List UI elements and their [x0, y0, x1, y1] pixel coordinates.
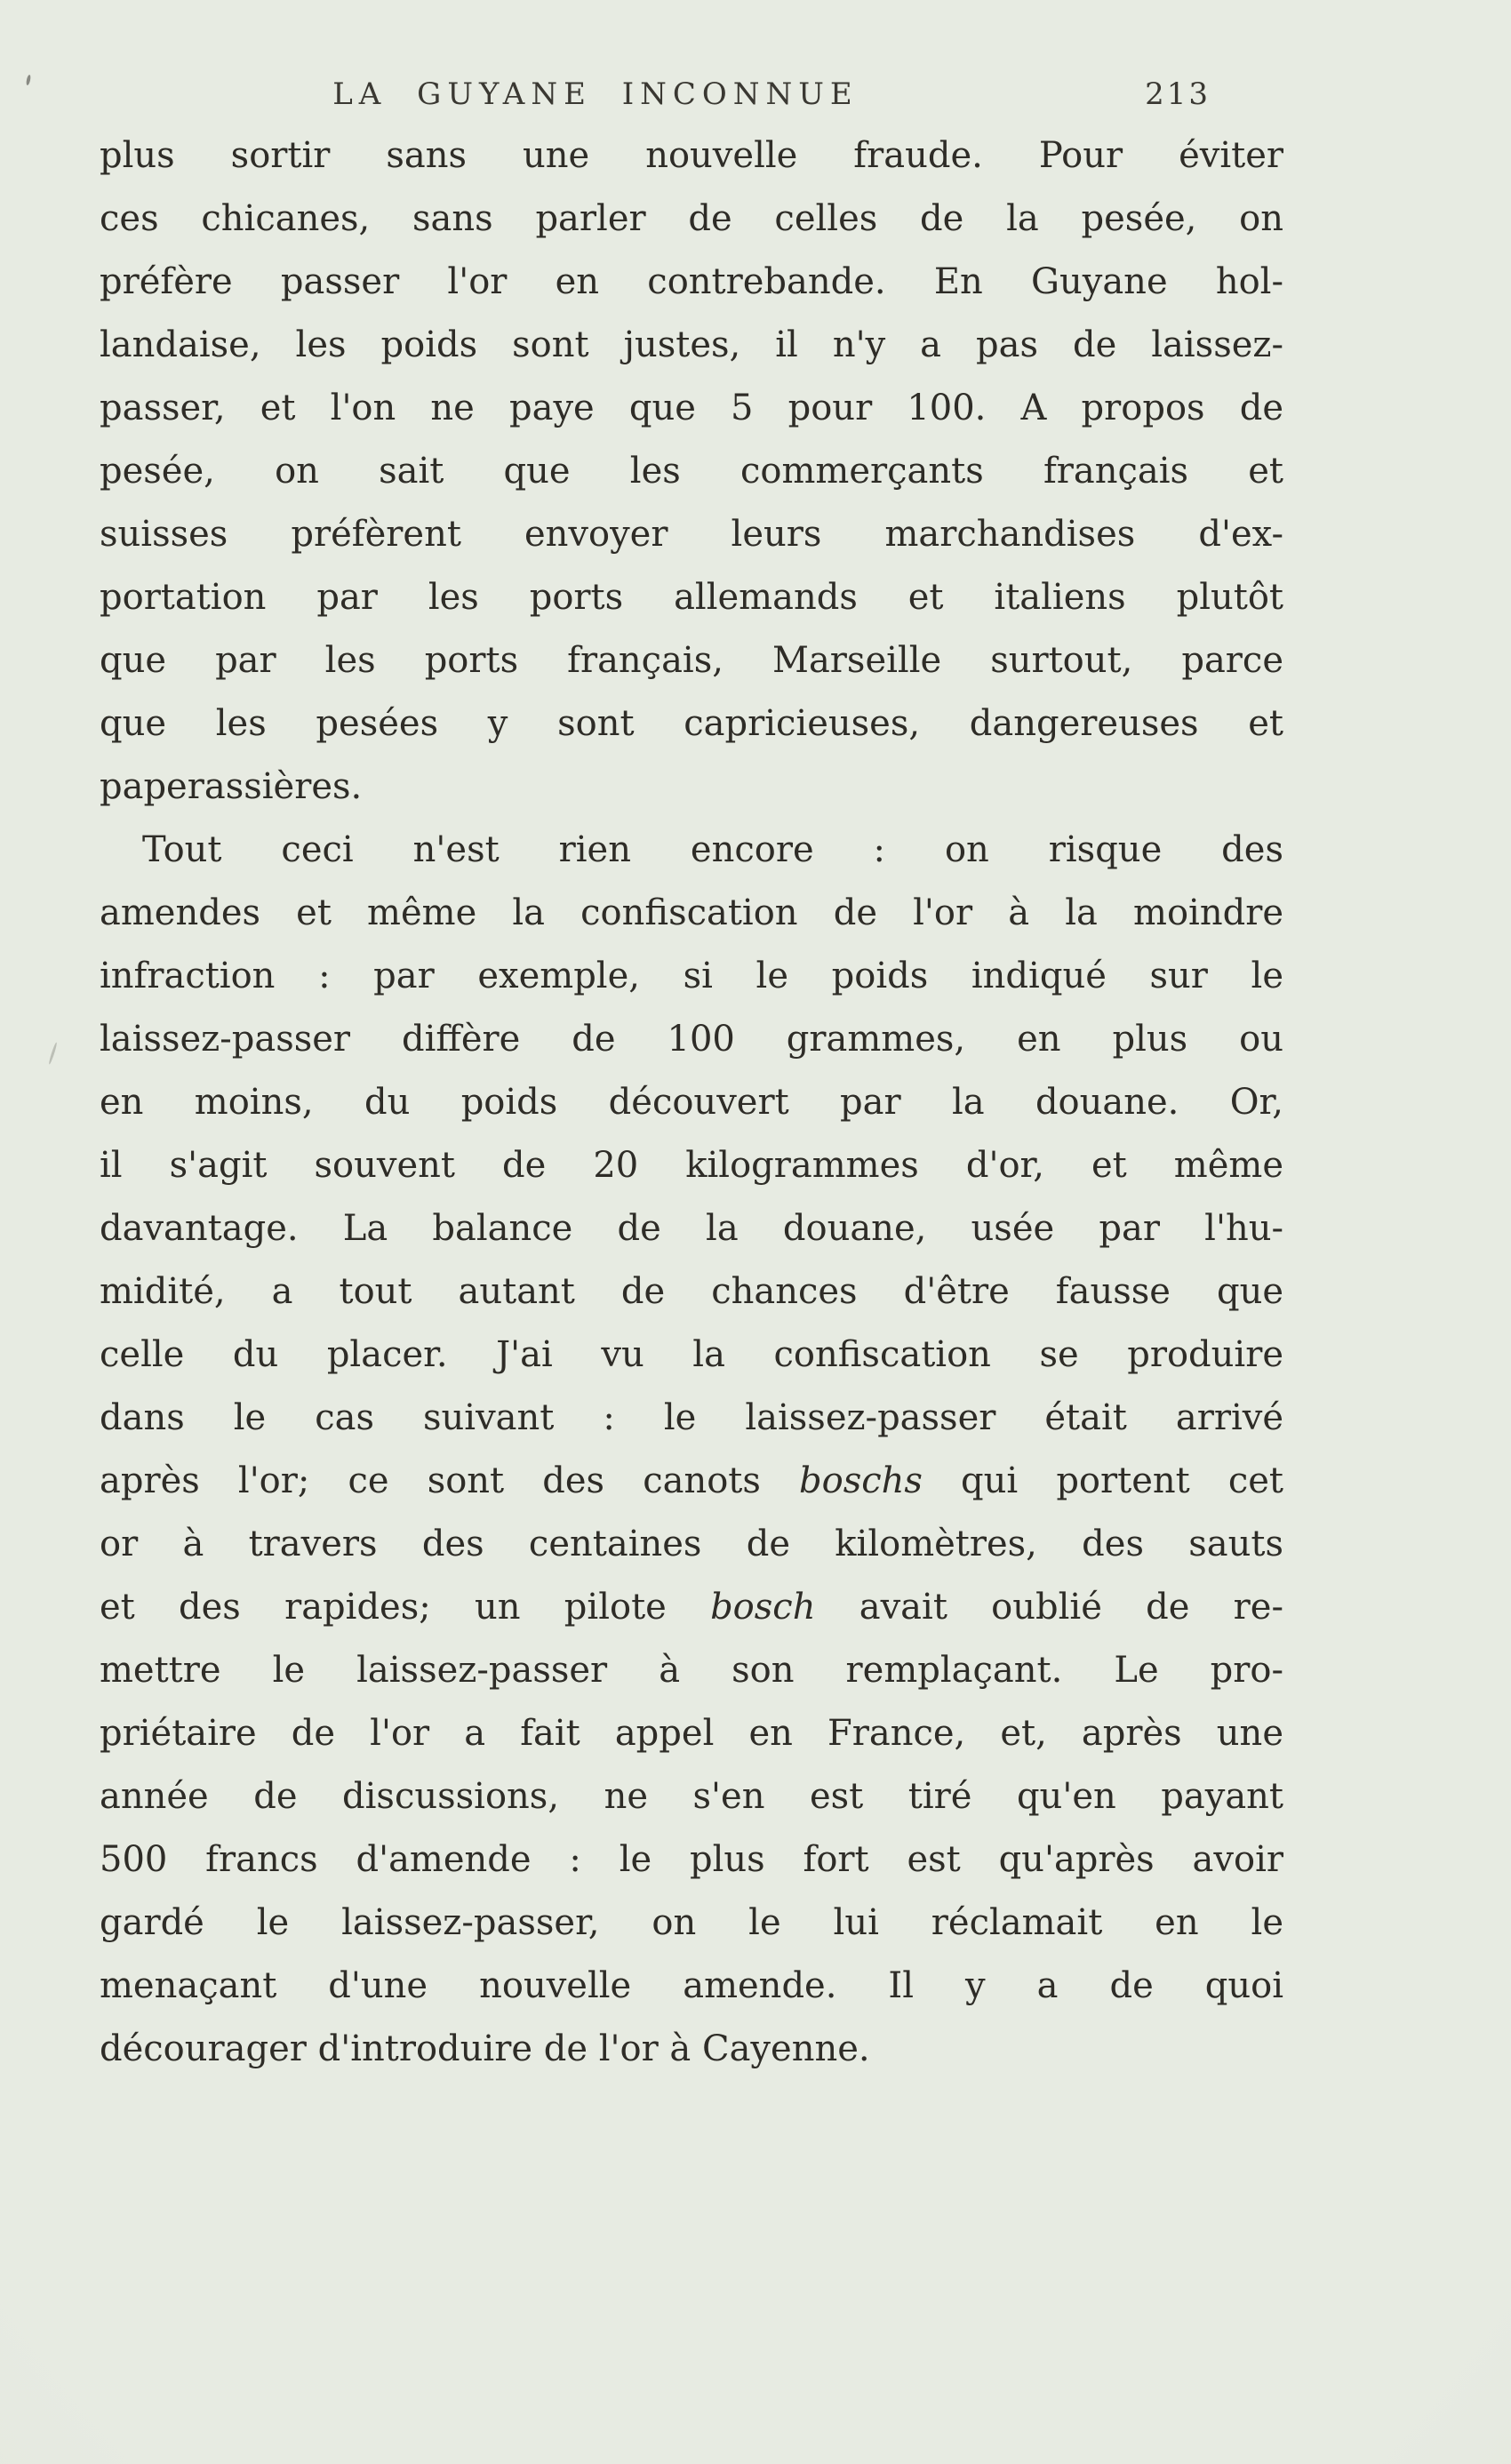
text-line: 500 francs d'amende : le plus fort est qu'après avoir [100, 1839, 1283, 1880]
text-line: passer, et l'on ne paye que 5 pour 100. A propos de [100, 388, 1283, 428]
text-line: préfère passer l'or en contrebande. En Guyane hol- [100, 261, 1283, 302]
text-line: pesée, on sait que les commerçants français et [100, 451, 1283, 492]
page-body [100, 124, 1283, 2081]
text-line: ces chicanes, sans parler de celles de la pesée, on [100, 198, 1283, 239]
text-line: portation par les ports allemands et italiens plutôt [100, 577, 1283, 618]
text-line: dans le cas suivant : le laissez-passer était arrivé [100, 1397, 1283, 1438]
text-line: plus sortir sans une nouvelle fraude. Pour éviter [100, 135, 1283, 176]
text-line: suisses préfèrent envoyer leurs marchandises d'ex- [100, 514, 1283, 555]
text-line: et des rapides; un pilote bosch avait oublié de re- [100, 1587, 1283, 1628]
text-line: infraction : par exemple, si le poids indiqué sur le [100, 956, 1283, 996]
paragraph [100, 819, 1283, 2081]
text-line: laissez-passer diffère de 100 grammes, en plus ou [100, 1019, 1283, 1060]
text-line: après l'or; ce sont des canots boschs qui portent cet [100, 1460, 1283, 1501]
text-line: mettre le laissez-passer à son remplaçant. Le pro- [100, 1650, 1283, 1691]
paragraph [100, 124, 1283, 819]
text-line: or à travers des centaines de kilomètres, des sauts [100, 1524, 1283, 1564]
page-header [100, 76, 1283, 116]
text-line: que par les ports français, Marseille surtout, parce [100, 640, 1283, 681]
text-line: que les pesées y sont capricieuses, dangereuses et [100, 703, 1283, 744]
text-line: celle du placer. J'ai vu la confiscation se produire [100, 1334, 1283, 1375]
text-line: priétaire de l'or a fait appel en France, et, après une [100, 1713, 1283, 1754]
text-line: davantage. La balance de la douane, usée par l'hu- [100, 1208, 1283, 1249]
text-line: décourager d'introduire de l'or à Cayenne. [100, 2028, 870, 2069]
text-line: en moins, du poids découvert par la douane. Or, [100, 1082, 1283, 1123]
text-line: Tout ceci n'est rien encore : on risque des [142, 829, 1283, 870]
text-line: gardé le laissez-passer, on le lui réclamait en le [100, 1902, 1283, 1943]
text-line: landaise, les poids sont justes, il n'y a pas de laissez- [100, 324, 1283, 365]
text-line: année de discussions, ne s'en est tiré qu'en payant [100, 1776, 1283, 1817]
text-line: amendes et même la confiscation de l'or à la moindre [100, 892, 1283, 933]
text-line: paperassières. [100, 766, 363, 807]
text-line: menaçant d'une nouvelle amende. Il y a de quoi [100, 1965, 1283, 2006]
text-line: midité, a tout autant de chances d'être fausse que [100, 1271, 1283, 1312]
page-number: 213 [1145, 76, 1211, 112]
running-head-title: LA GUYANE INCONNUE [332, 76, 859, 112]
scan-artifact [48, 1042, 58, 1065]
text-line: il s'agit souvent de 20 kilogrammes d'or, et même [100, 1145, 1283, 1186]
